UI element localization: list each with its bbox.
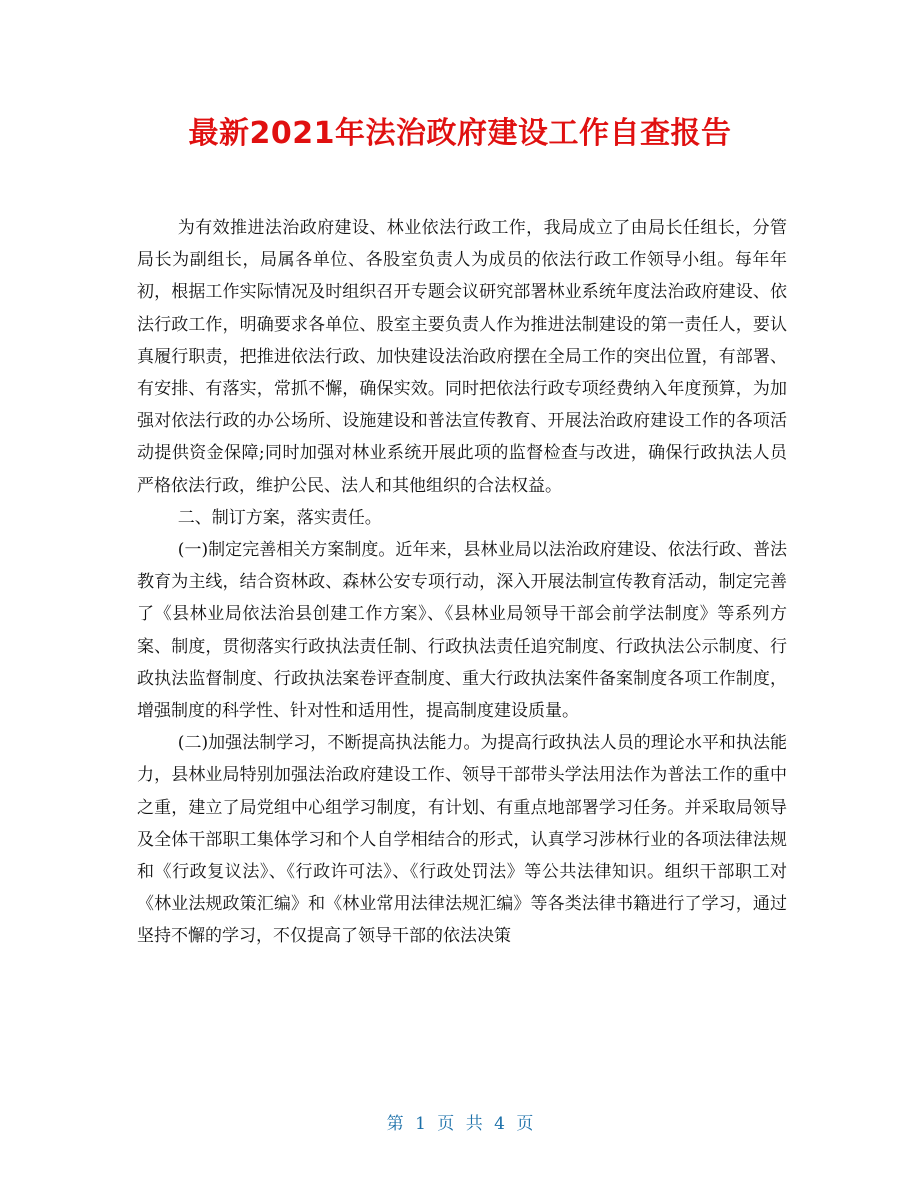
page-number-footer: 第 1 页 共 4 页 [386,1114,534,1134]
document-title: 最新2021年法治政府建设工作自查报告 [188,116,732,151]
paragraph-intro: 为有效推进法治政府建设、林业依法行政工作，我局成立了由局长任组长，分管局长为副组长，局属各单位、各股室负责人为成员的依法行政工作领导小组。每年年初，根据工作实际情况及时组织召开专题会议研究部署林业系统年度法治政府建设、依法行政工作，明确要求各单位、股室主要负责人作为推进法制建设的第一责任人，要认真履行职责，把推进依法行政、加快建设法治政府摆在全局工作的突出位置，有部署、有安排、有落实，常抓不懈，确保实效。同时把依法行政专项经费纳入年度预算，为加强对依法行政的办公场所、设施建设和普法宣传教育、开展法治政府建设工作的各项活动提供资金保障;同时加强对林业系统开展此项的监督检查与改进，确保行政执法人员严格依法行政，维护公民、法人和其他组织的合法权益。 [137,218,787,496]
paragraph-subsection-1: (一)制定完善相关方案制度。近年来，县林业局以法治政府建设、依法行政、普法教育为主线，结合资林政、森林公安专项行动，深入开展法制宣传教育活动，制定完善了《县林业局依法治县创建工作方案》、《县林业局领导干部会前学法制度》等系列方案、制度，贯彻落实行政执法责任制、行政执法责任追究制度、行政执法公示制度、行政执法监督制度、行政执法案卷评查制度、重大行政执法案件备案制度各项工作制度，增强制度的科学性、针对性和适用性，提高制度建设质量。 [137,540,787,722]
document-body [137,212,787,953]
paragraph-subsection-2: (二)加强法制学习，不断提高执法能力。为提高行政执法人员的理论水平和执法能力，县林业局特别加强法治政府建设工作、领导干部带头学法用法作为普法工作的重中之重，建立了局党组中心组学习制度，有计划、有重点地部署学习任务。并采取局领导及全体干部职工集体学习和个人自学相结合的形式，认真学习涉林行业的各项法律法规和《行政复议法》、《行政许可法》、《行政处罚法》等公共法律知识。组织干部职工对《林业法规政策汇编》和《林业常用法律法规汇编》等各类法律书籍进行了学习，通过坚持不懈的学习，不仅提高了领导干部的依法决策 [137,733,787,947]
section-heading-2: 二、制订方案，落实责任。 [177,507,382,528]
